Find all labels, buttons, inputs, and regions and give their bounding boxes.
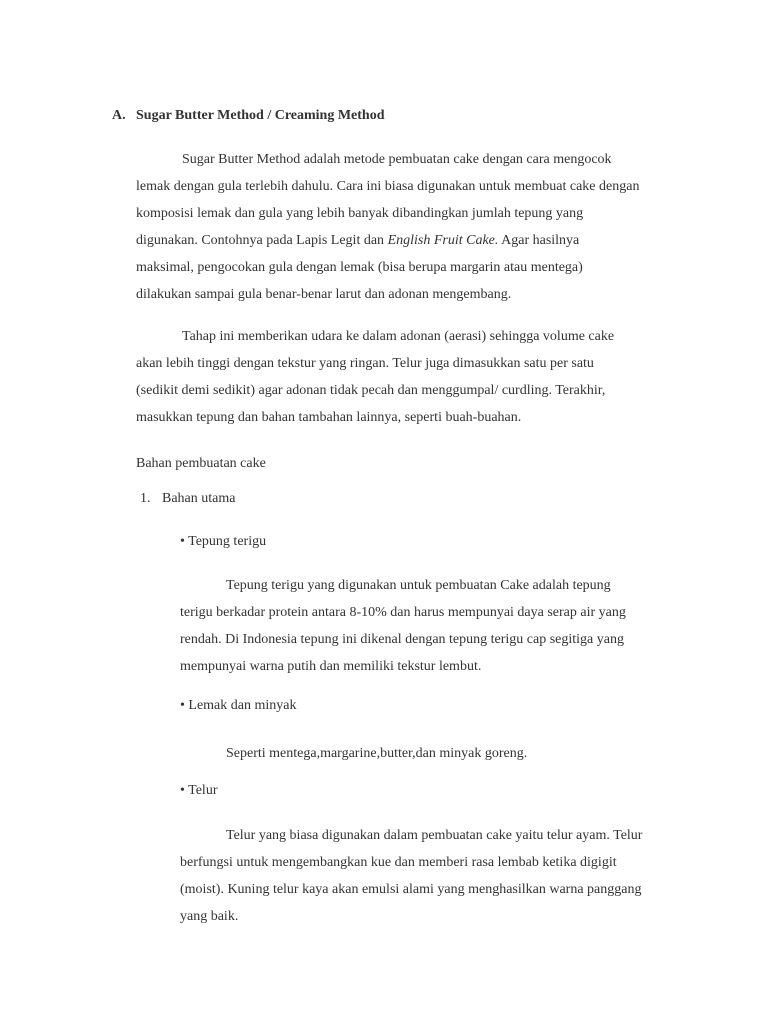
paragraph-line: Seperti mentega,margarine,butter,dan minyak goreng. xyxy=(226,746,528,761)
paragraph-line: masukkan tepung dan bahan tambahan lainnya, seperti buah-buahan. xyxy=(136,410,522,425)
paragraph-telur xyxy=(180,822,700,930)
paragraph-tepung-terigu xyxy=(180,572,700,680)
bullet-lemak-minyak: • Lemak dan minyak xyxy=(180,698,297,713)
paragraph-line: (sedikit demi sedikit) agar adonan tidak pecah dan menggumpal/ curdling. Terakhir, xyxy=(136,383,606,398)
list-item-main-ingredients xyxy=(140,491,235,507)
section-marker: A. xyxy=(112,108,126,123)
bullet-tepung-terigu: • Tepung terigu xyxy=(180,534,267,549)
section-heading xyxy=(112,108,385,124)
paragraph-line: maksimal, pengocokan gula dengan lemak (bisa berupa margarin atau mentega) xyxy=(136,260,583,275)
list-number: 1. xyxy=(140,491,151,506)
paragraph-line: berfungsi untuk mengembangkan kue dan memberi rasa lembab ketika digigit xyxy=(180,855,617,870)
italic-term: English Fruit Cake. xyxy=(387,233,499,248)
paragraph-line: digunakan. Contohnya pada Lapis Legit dan English Fruit Cake. Agar hasilnya xyxy=(136,233,580,248)
paragraph-line: komposisi lemak dan gula yang lebih banyak dibandingkan jumlah tepung yang xyxy=(136,206,584,221)
paragraph-line: lemak dengan gula terlebih dahulu. Cara ini biasa digunakan untuk membuat cake dengan xyxy=(136,179,640,194)
paragraph-line: yang baik. xyxy=(180,909,239,924)
paragraph-line: Telur yang biasa digunakan dalam pembuatan cake yaitu telur ayam. Telur xyxy=(226,828,643,843)
paragraph-sugar-butter-method xyxy=(136,146,696,308)
paragraph-line: Tahap ini memberikan udara ke dalam adonan (aerasi) sehingga volume cake xyxy=(182,329,615,344)
bullet-telur: • Telur xyxy=(180,783,218,798)
paragraph-line: Tepung terigu yang digunakan untuk pembuatan Cake adalah tepung xyxy=(226,578,611,593)
paragraph-line: mempunyai warna putih dan memiliki tekstur lembut. xyxy=(180,659,482,674)
ingredients-heading: Bahan pembuatan cake xyxy=(136,456,266,471)
paragraph-line: dilakukan sampai gula benar-benar larut dan adonan mengembang. xyxy=(136,287,512,302)
paragraph-line: akan lebih tinggi dengan tekstur yang ringan. Telur juga dimasukkan satu per satu xyxy=(136,356,594,371)
list-label: Bahan utama xyxy=(162,491,236,506)
paragraph-aeration xyxy=(136,323,696,431)
paragraph-line: rendah. Di Indonesia tepung ini dikenal dengan tepung terigu cap segitiga yang xyxy=(180,632,624,647)
paragraph-line: Sugar Butter Method adalah metode pembuatan cake dengan cara mengocok xyxy=(182,152,612,167)
section-title: Sugar Butter Method / Creaming Method xyxy=(136,108,385,123)
paragraph-line: terigu berkadar protein antara 8-10% dan harus mempunyai daya serap air yang xyxy=(180,605,626,620)
paragraph-line: (moist). Kuning telur kaya akan emulsi alami yang menghasilkan warna panggang xyxy=(180,882,642,897)
paragraph-lemak-minyak xyxy=(226,740,527,767)
